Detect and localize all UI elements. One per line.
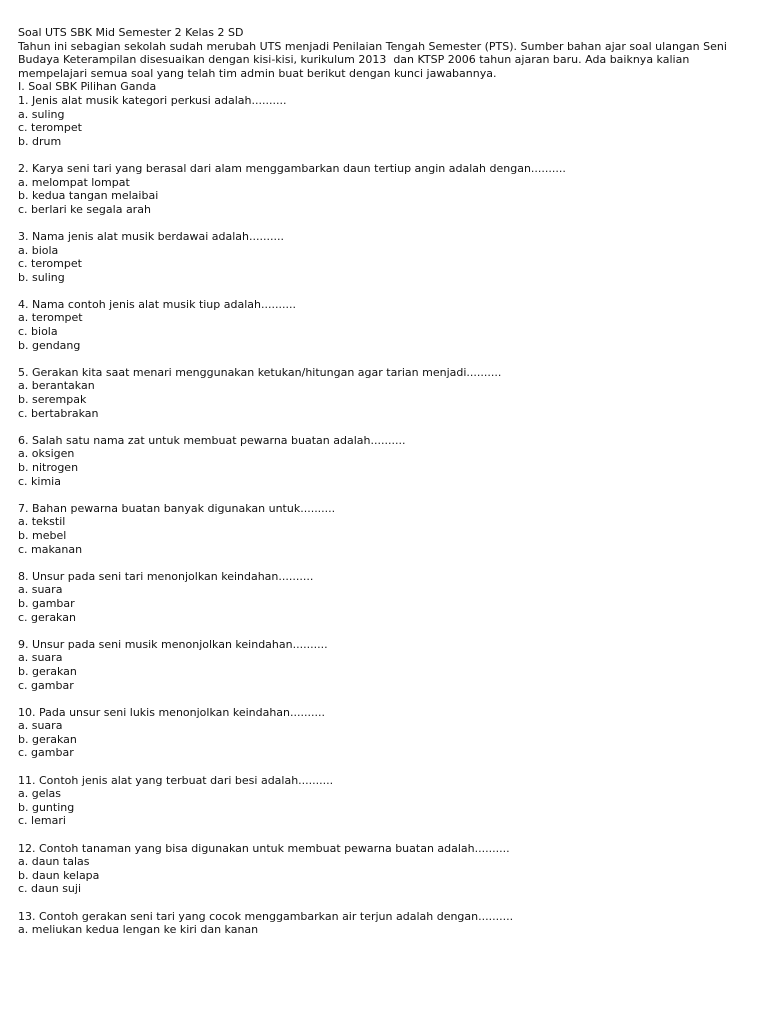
answer-option: a. berantakan: [18, 379, 95, 393]
answer-option: b. gambar: [18, 596, 75, 610]
question-item: [18, 638, 750, 692]
answer-option: a. terompet: [18, 311, 83, 325]
answer-option: c. makanan: [18, 542, 83, 556]
answer-option: a. suling: [18, 107, 65, 121]
answer-option: a. melompat lompat: [18, 175, 130, 189]
answer-option: b. drum: [18, 134, 62, 148]
question-item: [18, 366, 750, 420]
answer-option: c. kimia: [18, 474, 61, 488]
intro-line: Tahun ini sebagian sekolah sudah merubah UTS menjadi Penilaian Tengah Semester (PTS). Sumber bahan ajar soal ulangan Seni: [18, 39, 727, 53]
answer-option: b. gerakan: [18, 664, 77, 678]
question-text: 9. Unsur pada seni musik menonjolkan keindahan..........: [18, 637, 328, 651]
question-text: 3. Nama jenis alat musik berdawai adalah..........: [18, 229, 284, 243]
question-text: 7. Bahan pewarna buatan banyak digunakan untuk..........: [18, 501, 336, 515]
answer-option: a. biola: [18, 243, 59, 257]
section-heading: I. Soal SBK Pilihan Ganda: [18, 80, 157, 94]
question-text: 10. Pada unsur seni lukis menonjolkan keindahan..........: [18, 705, 325, 719]
answer-option: b. gendang: [18, 338, 81, 352]
question-item: [18, 162, 750, 216]
answer-option: b. mebel: [18, 528, 67, 542]
answer-option: a. suara: [18, 583, 63, 597]
question-item: [18, 94, 750, 148]
question-text: 8. Unsur pada seni tari menonjolkan keindahan..........: [18, 569, 314, 583]
answer-option: a. oksigen: [18, 447, 75, 461]
answer-option: c. biola: [18, 325, 58, 339]
answer-option: c. daun suji: [18, 882, 82, 896]
intro-line: Budaya Keterampilan disesuaikan dengan kisi-kisi, kurikulum 2013 dan KTSP 2006 tahun ajaran baru. Ada baiknya kalian: [18, 53, 690, 67]
answer-option: b. daun kelapa: [18, 868, 100, 882]
intro-line: mempelajari semua soal yang telah tim admin buat berikut dengan kunci jawabannya.: [18, 66, 497, 80]
answer-option: b. serempak: [18, 393, 87, 407]
answer-option: c. berlari ke segala arah: [18, 202, 151, 216]
answer-option: b. gerakan: [18, 732, 77, 746]
question-item: [18, 774, 750, 828]
question-item: [18, 910, 750, 937]
answer-option: c. terompet: [18, 257, 82, 271]
question-text: 2. Karya seni tari yang berasal dari alam menggambarkan daun tertiup angin adalah dengan..........: [18, 161, 566, 175]
question-item: [18, 842, 750, 896]
question-text: 6. Salah satu nama zat untuk membuat pewarna buatan adalah..........: [18, 433, 406, 447]
question-item: [18, 298, 750, 352]
answer-option: a. tekstil: [18, 515, 66, 529]
answer-option: c. lemari: [18, 814, 66, 828]
answer-option: c. terompet: [18, 121, 82, 135]
question-text: 4. Nama contoh jenis alat musik tiup adalah..........: [18, 297, 296, 311]
answer-option: b. gunting: [18, 800, 75, 814]
answer-option: c. gambar: [18, 746, 74, 760]
answer-option: c. bertabrakan: [18, 406, 99, 420]
answer-option: c. gerakan: [18, 610, 76, 624]
question-text: 13. Contoh gerakan seni tari yang cocok menggambarkan air terjun adalah dengan..........: [18, 909, 514, 923]
answer-option: c. gambar: [18, 678, 74, 692]
document-title: Soal UTS SBK Mid Semester 2 Kelas 2 SD: [18, 26, 244, 39]
question-text: 12. Contoh tanaman yang bisa digunakan untuk membuat pewarna buatan adalah..........: [18, 841, 510, 855]
question-list: [18, 94, 750, 937]
answer-option: b. suling: [18, 270, 65, 284]
answer-option: a. meliukan kedua lengan ke kiri dan kanan: [18, 923, 259, 937]
answer-option: a. gelas: [18, 787, 62, 801]
answer-option: a. daun talas: [18, 855, 90, 869]
answer-option: b. kedua tangan melaibai: [18, 189, 159, 203]
question-item: [18, 434, 750, 488]
answer-option: b. nitrogen: [18, 461, 79, 474]
question-item: [18, 706, 750, 760]
answer-option: a. suara: [18, 719, 63, 733]
question-text: 5. Gerakan kita saat menari menggunakan ketukan/hitungan agar tarian menjadi..........: [18, 365, 502, 379]
question-item: [18, 230, 750, 284]
question-item: [18, 502, 750, 556]
question-text: 1. Jenis alat musik kategori perkusi adalah..........: [18, 93, 287, 107]
question-text: 11. Contoh jenis alat yang terbuat dari besi adalah..........: [18, 773, 334, 787]
question-item: [18, 570, 750, 624]
answer-option: a. suara: [18, 651, 63, 665]
intro-paragraph: [18, 40, 750, 81]
